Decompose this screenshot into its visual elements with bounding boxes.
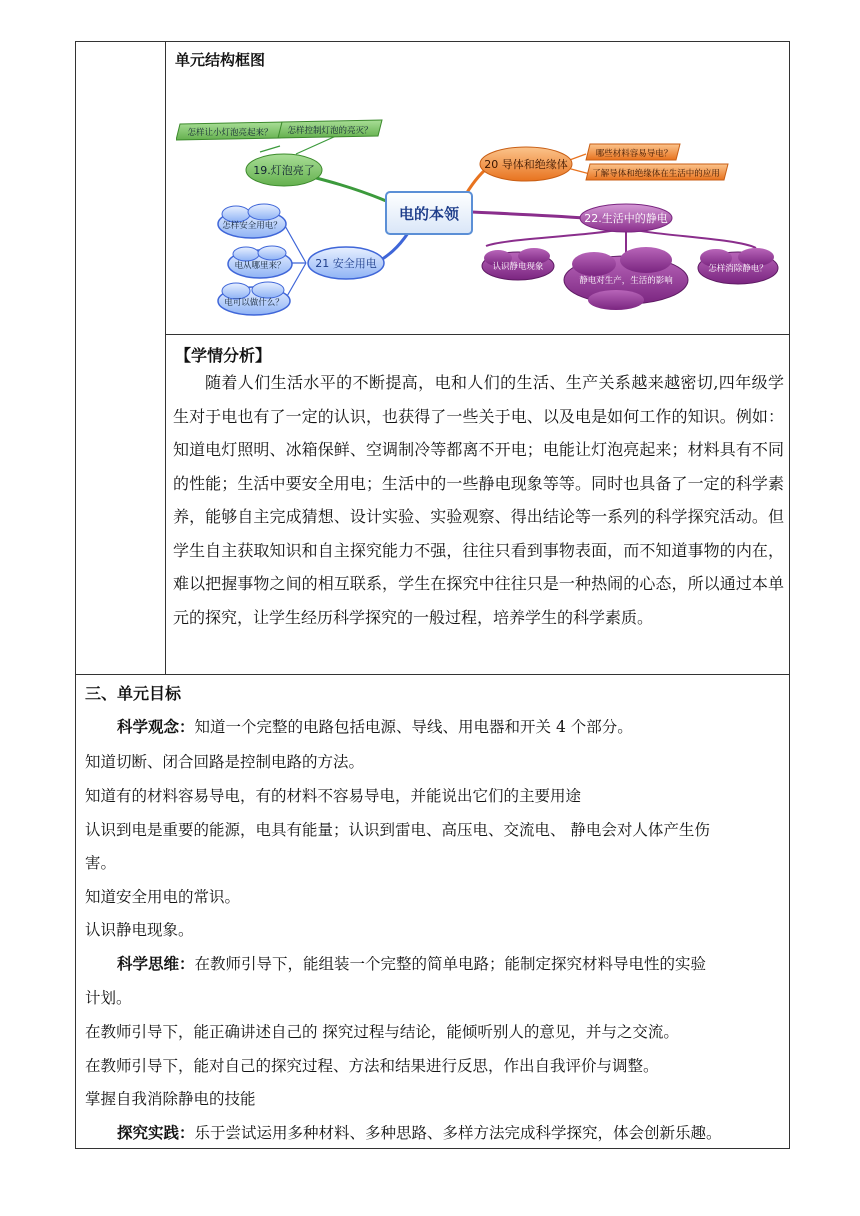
lesson21-question-3: 电可以做什么？: [224, 298, 284, 308]
lesson22-subtopic-3: 怎样消除静电？: [708, 264, 768, 274]
science-thinking-label: 科学思维：: [117, 955, 195, 973]
goal-line: 知道安全用电的常识。: [85, 888, 241, 906]
goal-line: 知道有的材料容易导电，有的材料不容易导电，并能说出它们的主要用途: [85, 787, 582, 805]
goal-line: 在教师引导下，能正确讲述自己的 探究过程与结论，能倾听别人的意见，并与之交流。: [85, 1023, 679, 1041]
diagram-heading: 单元结构框图: [175, 51, 266, 69]
goal-line: 害。: [85, 854, 117, 872]
science-thinking-first: 在教师引导下，能组装一个完整的简单电路；能制定探究材料导电性的实验: [194, 955, 707, 973]
lesson20-question-1: 哪些材料容易导电？: [595, 149, 673, 159]
goal-line: 知道切断、闭合回路是控制电路的方法。: [85, 753, 365, 771]
lesson21-label: 21 安全用电: [315, 257, 377, 270]
unit-structure-mindmap: [176, 108, 786, 333]
table-divider-row1: [165, 334, 790, 335]
inquiry-practice-line: [117, 1121, 722, 1143]
goal-line: 认识静电现象。: [85, 921, 194, 939]
link-center-lesson22: [472, 212, 586, 218]
inquiry-practice-label: 探究实践：: [117, 1124, 195, 1142]
science-concept-line: [117, 715, 633, 737]
lesson22-label: 22.生活中的静电: [584, 212, 668, 225]
science-thinking-line: [117, 952, 706, 974]
lesson19-label: 19.灯泡亮了: [253, 164, 315, 177]
inquiry-practice-first: 乐于尝试运用多种材料、多种思路、多样方法完成科学探究，体会创新乐趣。: [194, 1124, 722, 1142]
learning-analysis-text: 随着人们生活水平的不断提高，电和人们的生活、生产关系越来越密切,四年级学生对于电也有了一定的认识，也获得了一些关于电、以及电是如何工作的知识。例如：知道电灯照明、冰箱保鲜、空调制冷等都离不开电；电能让灯泡亮起来；材料具有不同的性能；生活中要安全用电；生活中的一些静电现象等等。同时也具备了一定的科学素养，能够自主完成猜想、设计实验、实验观察、得出结论等一系列的科学探究活动。但学生自主获取知识和自主探究能力不强，往往只看到事物表面，而不知道事物的内在，难以把握事物之间的相互联系，学生在探究中往往只是一种热闹的心态，所以通过本单元的探究，让学生经历科学探究的一般过程，培养学生的科学素质。: [173, 373, 784, 627]
goal-line: 认识到电是重要的能源，电具有能量；认识到雷电、高压电、交流电、 静电会对人体产生伤: [85, 821, 710, 839]
lesson20-question-2: 了解导体和绝缘体在生活中的应用: [592, 169, 720, 179]
table-divider-row2: [76, 674, 789, 675]
lesson20-label: 20 导体和绝缘体: [484, 158, 568, 171]
goal-line: 计划。: [85, 989, 132, 1007]
science-concept-label: 科学观念：: [117, 718, 195, 736]
lesson21-question-1: 怎样安全用电？: [222, 221, 282, 231]
lesson22-subtopic-2: 静电对生产，生活的影响: [579, 276, 673, 286]
goal-line: 掌握自我消除静电的技能: [85, 1090, 256, 1108]
goal-line: 在教师引导下，能对自己的探究过程、方法和结果进行反思，作出自我评价与调整。: [85, 1057, 659, 1075]
science-concept-first: 知道一个完整的电路包括电源、导线、用电器和开关 4 个部分。: [194, 718, 633, 736]
table-divider-vertical: [165, 42, 166, 674]
learning-analysis-heading: 【学情分析】: [175, 346, 272, 365]
center-node-label: 电的本领: [398, 205, 460, 223]
lesson21-question-2: 电从哪里来？: [234, 261, 286, 271]
lesson19-question-1: 怎样让小灯泡亮起来？: [187, 128, 273, 138]
link-lesson19-questions: [260, 136, 336, 154]
lesson19-question-2: 怎样控制灯泡的亮灭？: [287, 126, 373, 136]
lesson22-subtopic-1: 认识静电现象: [492, 262, 544, 272]
unit-goals-heading: 三、单元目标: [85, 684, 182, 703]
